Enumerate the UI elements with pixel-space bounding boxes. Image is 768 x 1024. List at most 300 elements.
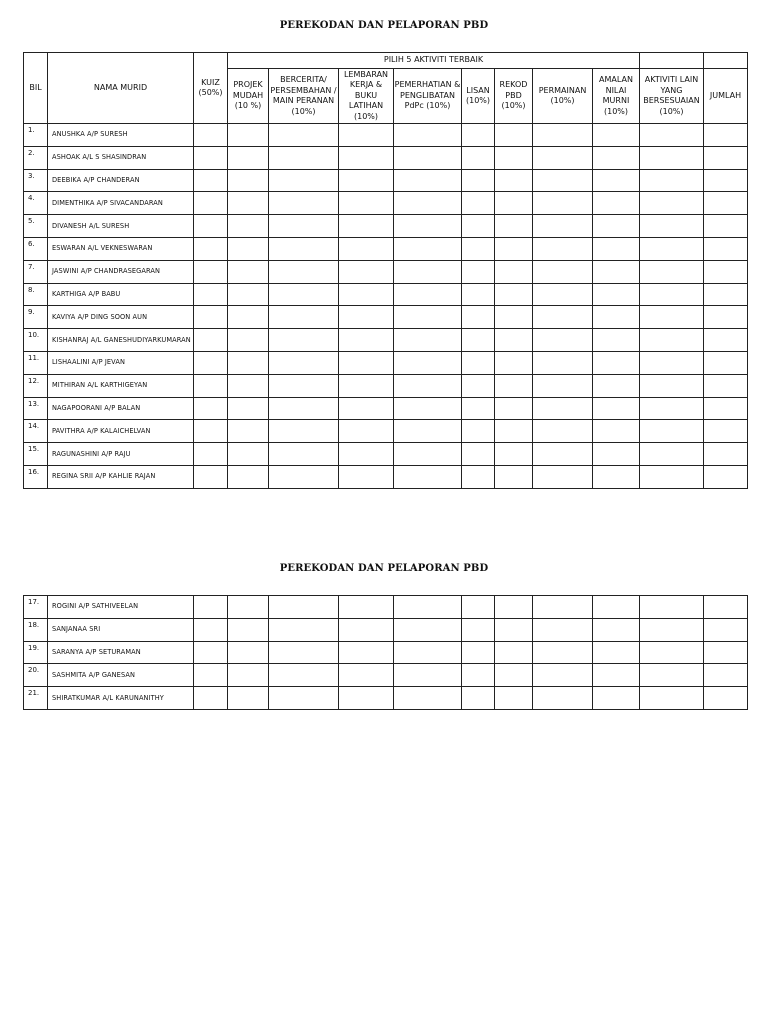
score-cell[interactable] [339,465,394,488]
header-jumlah: JUMLAH [704,69,748,124]
score-cell[interactable] [462,443,495,466]
score-cell[interactable] [194,237,228,260]
score-cell[interactable] [533,641,593,664]
score-cell[interactable] [339,237,394,260]
student-name: SARANYA A/P SETURAMAN [48,641,194,664]
score-cell[interactable] [339,215,394,238]
score-cell[interactable] [194,124,228,147]
score-cell[interactable] [194,664,228,687]
score-cell[interactable] [462,306,495,329]
score-cell[interactable] [462,283,495,306]
score-cell[interactable] [704,260,748,283]
score-cell[interactable] [495,687,533,710]
score-cell[interactable] [269,596,339,619]
student-row [24,618,748,641]
score-cell[interactable] [228,596,269,619]
score-cell[interactable] [228,215,269,238]
score-cell[interactable] [394,351,462,374]
score-cell[interactable] [194,641,228,664]
score-cell[interactable] [533,260,593,283]
header-pilih-5-aktiviti: PILIH 5 AKTIVITI TERBAIK [228,53,640,69]
score-cell[interactable] [640,687,704,710]
score-cell[interactable] [228,465,269,488]
score-cell[interactable] [194,146,228,169]
score-cell[interactable] [533,397,593,420]
score-cell[interactable] [462,687,495,710]
score-cell[interactable] [394,397,462,420]
score-cell[interactable] [533,664,593,687]
page-title-1: PEREKODAN DAN PELAPORAN PBD [279,20,489,31]
score-cell[interactable] [194,169,228,192]
score-cell[interactable] [495,192,533,215]
score-cell[interactable] [533,192,593,215]
score-cell[interactable] [704,215,748,238]
score-cell[interactable] [462,664,495,687]
score-cell[interactable] [269,237,339,260]
score-cell[interactable] [394,215,462,238]
score-cell[interactable] [533,283,593,306]
score-cell[interactable] [640,124,704,147]
student-name: DIMENTHIKA A/P SIVACANDARAN [48,192,194,215]
student-name: JASWINI A/P CHANDRASEGARAN [48,260,194,283]
score-cell[interactable] [269,664,339,687]
score-cell[interactable] [462,351,495,374]
score-cell[interactable] [394,169,462,192]
score-cell[interactable] [704,420,748,443]
score-cell[interactable] [339,618,394,641]
score-cell[interactable] [194,351,228,374]
score-cell[interactable] [593,374,640,397]
score-cell[interactable] [593,687,640,710]
student-row [24,192,748,215]
score-cell[interactable] [593,192,640,215]
score-cell[interactable] [593,124,640,147]
score-cell[interactable] [228,641,269,664]
score-cell[interactable] [704,146,748,169]
score-cell[interactable] [704,443,748,466]
score-cell[interactable] [640,260,704,283]
score-cell[interactable] [228,443,269,466]
student-row [24,374,748,397]
score-cell[interactable] [533,374,593,397]
score-cell[interactable] [194,192,228,215]
score-cell[interactable] [228,306,269,329]
student-number: 15. [24,443,48,466]
score-cell[interactable] [640,664,704,687]
score-cell[interactable] [394,664,462,687]
score-cell[interactable] [394,260,462,283]
student-name: MITHIRAN A/L KARTHIGEYAN [48,374,194,397]
score-cell[interactable] [339,283,394,306]
score-cell[interactable] [339,397,394,420]
score-cell[interactable] [394,641,462,664]
score-cell[interactable] [640,329,704,352]
score-cell[interactable] [533,420,593,443]
header-pemerhatian: PEMERHATIAN & PENGLIBATAN PdPc (10%) [394,69,462,124]
score-cell[interactable] [269,169,339,192]
score-cell[interactable] [228,618,269,641]
score-cell[interactable] [269,329,339,352]
student-name: SANJANAA SRI [48,618,194,641]
score-cell[interactable] [640,420,704,443]
score-cell[interactable] [269,260,339,283]
student-row [24,237,748,260]
score-cell[interactable] [704,306,748,329]
score-cell[interactable] [462,329,495,352]
score-cell[interactable] [593,420,640,443]
score-cell[interactable] [495,124,533,147]
score-cell[interactable] [704,237,748,260]
score-cell[interactable] [495,215,533,238]
score-cell[interactable] [495,420,533,443]
score-cell[interactable] [640,283,704,306]
header-bercerita: BERCERITA/ PERSEMBAHAN / MAIN PERANAN (10%) [269,69,339,124]
score-cell[interactable] [593,169,640,192]
student-row [24,687,748,710]
score-cell[interactable] [269,618,339,641]
score-cell[interactable] [194,596,228,619]
score-cell[interactable] [593,664,640,687]
score-cell[interactable] [640,443,704,466]
score-cell[interactable] [394,192,462,215]
score-cell[interactable] [194,465,228,488]
score-cell[interactable] [194,215,228,238]
score-cell[interactable] [593,397,640,420]
score-cell[interactable] [394,237,462,260]
score-cell[interactable] [640,351,704,374]
score-cell[interactable] [194,306,228,329]
student-row [24,260,748,283]
score-cell[interactable] [228,687,269,710]
score-cell[interactable] [394,374,462,397]
score-cell[interactable] [593,146,640,169]
student-number: 11. [24,351,48,374]
score-cell[interactable] [704,351,748,374]
score-cell[interactable] [269,687,339,710]
student-number: 21. [24,687,48,710]
score-cell[interactable] [593,283,640,306]
header-lembaran-kerja: LEMBARAN KERJA & BUKU LATIHAN (10%) [339,69,394,124]
score-cell[interactable] [269,374,339,397]
score-cell[interactable] [593,306,640,329]
score-cell[interactable] [640,465,704,488]
header-amalan-nilai-murni: AMALAN NILAI MURNI (10%) [593,69,640,124]
score-cell[interactable] [339,329,394,352]
student-number: 7. [24,260,48,283]
score-cell[interactable] [533,169,593,192]
score-cell[interactable] [228,397,269,420]
score-cell[interactable] [228,124,269,147]
score-cell[interactable] [462,374,495,397]
score-cell[interactable] [339,351,394,374]
student-row [24,283,748,306]
student-name: KARTHIGA A/P BABU [48,283,194,306]
score-cell[interactable] [704,124,748,147]
score-cell[interactable] [640,596,704,619]
score-cell[interactable] [339,306,394,329]
score-cell[interactable] [495,260,533,283]
score-cell[interactable] [339,596,394,619]
score-cell[interactable] [228,283,269,306]
score-cell[interactable] [194,260,228,283]
score-cell[interactable] [228,192,269,215]
score-cell[interactable] [495,397,533,420]
score-cell[interactable] [462,641,495,664]
score-cell[interactable] [269,465,339,488]
score-cell[interactable] [394,596,462,619]
score-cell[interactable] [495,169,533,192]
score-cell[interactable] [269,215,339,238]
score-cell[interactable] [339,124,394,147]
score-cell[interactable] [394,465,462,488]
student-number: 16. [24,465,48,488]
student-row [24,351,748,374]
score-cell[interactable] [495,664,533,687]
score-cell[interactable] [194,397,228,420]
student-number: 2. [24,146,48,169]
score-cell[interactable] [394,329,462,352]
student-number: 6. [24,237,48,260]
score-cell[interactable] [394,420,462,443]
score-cell[interactable] [194,374,228,397]
student-row [24,215,748,238]
score-cell[interactable] [495,618,533,641]
score-cell[interactable] [462,237,495,260]
score-cell[interactable] [194,420,228,443]
score-cell[interactable] [495,465,533,488]
student-number: 18. [24,618,48,641]
score-cell[interactable] [228,169,269,192]
score-cell[interactable] [640,169,704,192]
score-cell[interactable] [533,124,593,147]
score-cell[interactable] [228,146,269,169]
score-cell[interactable] [533,618,593,641]
score-cell[interactable] [462,420,495,443]
student-name: PAVITHRA A/P KALAICHELVAN [48,420,194,443]
score-cell[interactable] [704,687,748,710]
score-cell[interactable] [462,397,495,420]
header-blank-aktiviti [640,53,704,69]
score-cell[interactable] [533,329,593,352]
student-name: ESWARAN A/L VEKNESWARAN [48,237,194,260]
score-cell[interactable] [593,237,640,260]
score-cell[interactable] [640,618,704,641]
score-cell[interactable] [593,215,640,238]
score-cell[interactable] [269,443,339,466]
score-cell[interactable] [593,641,640,664]
header-kuiz: KUIZ (50%) [194,53,228,124]
score-cell[interactable] [495,329,533,352]
score-cell[interactable] [339,443,394,466]
score-cell[interactable] [704,397,748,420]
score-cell[interactable] [593,351,640,374]
score-cell[interactable] [704,664,748,687]
score-cell[interactable] [394,283,462,306]
score-cell[interactable] [462,124,495,147]
score-cell[interactable] [269,192,339,215]
score-cell[interactable] [704,283,748,306]
score-cell[interactable] [704,618,748,641]
score-cell[interactable] [228,420,269,443]
score-cell[interactable] [704,192,748,215]
score-cell[interactable] [269,283,339,306]
score-cell[interactable] [495,237,533,260]
pbd-record-table-2 [23,595,748,710]
student-row [24,443,748,466]
score-cell[interactable] [640,306,704,329]
student-number: 19. [24,641,48,664]
score-cell[interactable] [704,641,748,664]
score-cell[interactable] [339,374,394,397]
score-cell[interactable] [495,641,533,664]
score-cell[interactable] [462,260,495,283]
score-cell[interactable] [704,329,748,352]
student-row [24,124,748,147]
score-cell[interactable] [495,596,533,619]
student-number: 12. [24,374,48,397]
score-cell[interactable] [495,374,533,397]
score-cell[interactable] [533,687,593,710]
score-cell[interactable] [533,465,593,488]
page-title-2: PEREKODAN DAN PELAPORAN PBD [279,563,489,574]
student-name: SASHMITA A/P GANESAN [48,664,194,687]
score-cell[interactable] [194,329,228,352]
score-cell[interactable] [394,443,462,466]
score-cell[interactable] [394,687,462,710]
student-name: KISHANRAJ A/L GANESHUDIYARKUMARAN [48,329,194,352]
score-cell[interactable] [394,306,462,329]
score-cell[interactable] [593,260,640,283]
score-cell[interactable] [593,596,640,619]
score-cell[interactable] [533,146,593,169]
student-name: ANUSHKA A/P SURESH [48,124,194,147]
student-name: DEEBIKA A/P CHANDERAN [48,169,194,192]
score-cell[interactable] [704,169,748,192]
score-cell[interactable] [269,397,339,420]
score-cell[interactable] [640,192,704,215]
student-number: 8. [24,283,48,306]
score-cell[interactable] [704,465,748,488]
score-cell[interactable] [593,329,640,352]
score-cell[interactable] [640,641,704,664]
score-cell[interactable] [194,687,228,710]
score-cell[interactable] [269,124,339,147]
score-cell[interactable] [640,397,704,420]
score-cell[interactable] [495,351,533,374]
header-blank-jumlah [704,53,748,69]
student-number: 1. [24,124,48,147]
student-number: 10. [24,329,48,352]
score-cell[interactable] [194,618,228,641]
score-cell[interactable] [339,192,394,215]
pbd-record-table-1 [23,52,748,489]
score-cell[interactable] [704,596,748,619]
score-cell[interactable] [495,443,533,466]
score-cell[interactable] [593,465,640,488]
score-cell[interactable] [228,351,269,374]
score-cell[interactable] [593,443,640,466]
header-bil: BIL [24,53,48,124]
score-cell[interactable] [462,618,495,641]
score-cell[interactable] [394,124,462,147]
score-cell[interactable] [269,351,339,374]
score-cell[interactable] [495,306,533,329]
score-cell[interactable] [462,146,495,169]
score-cell[interactable] [339,641,394,664]
score-cell[interactable] [269,420,339,443]
student-name: KAVIYA A/P DING SOON AUN [48,306,194,329]
student-row [24,465,748,488]
score-cell[interactable] [640,215,704,238]
score-cell[interactable] [269,641,339,664]
header-aktiviti-lain: AKTIVITI LAIN YANG BERSESUAIAN (10%) [640,69,704,124]
student-name: RAGUNASHINI A/P RAJU [48,443,194,466]
score-cell[interactable] [228,260,269,283]
score-cell[interactable] [228,329,269,352]
student-row [24,397,748,420]
student-row [24,641,748,664]
score-cell[interactable] [495,146,533,169]
score-cell[interactable] [462,596,495,619]
score-cell[interactable] [194,283,228,306]
score-cell[interactable] [228,237,269,260]
score-cell[interactable] [533,596,593,619]
student-name: LISHAALINI A/P JEVAN [48,351,194,374]
score-cell[interactable] [640,146,704,169]
score-cell[interactable] [533,306,593,329]
score-cell[interactable] [339,664,394,687]
score-cell[interactable] [339,169,394,192]
student-name: DIVANESH A/L SURESH [48,215,194,238]
score-cell[interactable] [194,443,228,466]
score-cell[interactable] [462,465,495,488]
score-cell[interactable] [462,169,495,192]
student-number: 5. [24,215,48,238]
student-number: 4. [24,192,48,215]
student-row [24,306,748,329]
student-number: 3. [24,169,48,192]
student-row [24,329,748,352]
score-cell[interactable] [533,237,593,260]
student-number: 17. [24,596,48,619]
score-cell[interactable] [269,306,339,329]
student-name: SHIRATKUMAR A/L KARUNANITHY [48,687,194,710]
score-cell[interactable] [462,215,495,238]
score-cell[interactable] [640,237,704,260]
student-name: ASHOAK A/L S SHASINDRAN [48,146,194,169]
score-cell[interactable] [704,374,748,397]
student-number: 13. [24,397,48,420]
score-cell[interactable] [394,618,462,641]
score-cell[interactable] [394,146,462,169]
score-cell[interactable] [533,443,593,466]
score-cell[interactable] [533,215,593,238]
score-cell[interactable] [339,420,394,443]
score-cell[interactable] [269,146,339,169]
score-cell[interactable] [339,687,394,710]
score-cell[interactable] [495,283,533,306]
score-cell[interactable] [593,618,640,641]
score-cell[interactable] [640,374,704,397]
score-cell[interactable] [339,260,394,283]
header-projek-mudah: PROJEK MUDAH (10 %) [228,69,269,124]
score-cell[interactable] [228,374,269,397]
score-cell[interactable] [533,351,593,374]
score-cell[interactable] [339,146,394,169]
student-name: ROGINI A/P SATHIVEELAN [48,596,194,619]
score-cell[interactable] [228,664,269,687]
score-cell[interactable] [462,192,495,215]
